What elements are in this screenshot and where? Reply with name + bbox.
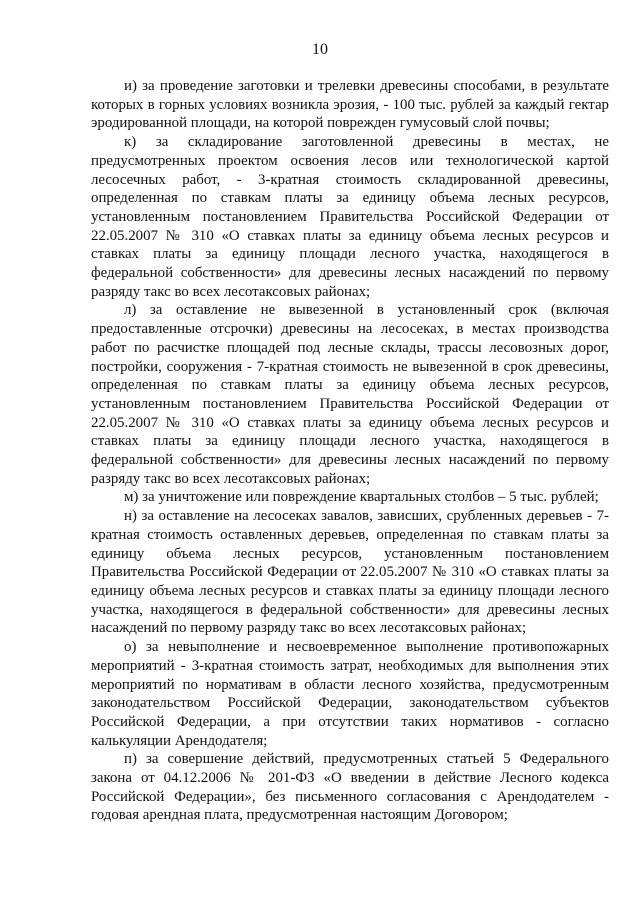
clause-o: о) за невыполнение и несвоевременное выполнение противопожарных мероприятий - 3-кратная стоимость затрат, необходимых для выполнения этих мероприятий по нормативам в области лесного хозяйства, предусмотренным законодательством Российской Федерации, законодательством субъектов Российской Федерации, а при отсутствии таких нормативов - согласно калькуляции Арендодателя; — [91, 639, 609, 749]
clause-i: и) за проведение заготовки и трелевки древесины способами, в результате которых в горных условиях возникла эрозия, - 100 тыс. рублей за каждый гектар эродированной площади, на которой поврежден гумусовый слой почвы; — [91, 78, 609, 132]
clause-m: м) за уничтожение или повреждение квартальных столбов – 5 тыс. рублей; — [124, 489, 599, 506]
clause-k: к) за складирование заготовленной древесины в местах, не предусмотренных проектом освоения лесов или технологической картой лесосечных работ, - 3-кратная стоимость складированной древесины, определенная по ставкам платы за единицу объема лесных ресурсов, установленным постановлением Правительства Российской Федерации от 22.05.2007 № 310 «О ставках платы за единицу объема лесных ресурсов и ставках платы за единицу площади лесного участка, находящегося в федеральной собственности» для древесины лесных насаждений по первому разряду такс во всех лесотаксовых районах; — [91, 134, 609, 300]
page-number: 10 — [312, 41, 328, 58]
clause-l: л) за оставление не вывезенной в установленный срок (включая предоставленные отсрочки) древесины на лесосеках, в местах производства работ по расчистке площадей под лесные склады, трассы лесовозных дорог, постройки, сооружения - 7-кратная стоимость не вывезенной в срок древесины, определенная по ставкам платы за единицу объема лесных ресурсов, установленным постановлением Правительства Российской Федерации от 22.05.2007 № 310 «О ставках платы за единицу объема лесных ресурсов и ставках платы за единицу площади лесного участка, находящегося в федеральной собственности» для древесины лесных насаждений по первому разряду такс во всех лесотаксовых районах; — [91, 302, 609, 487]
clause-n: н) за оставление на лесосеках завалов, зависших, срубленных деревьев - 7-кратная стоимость оставленных деревьев, определенная по ставкам платы за единицу объема лесных ресурсов, установленным постановлением Правительства Российской Федерации от 22.05.2007 № 310 «О ставках платы за единицу объема лесных ресурсов и ставках платы за единицу площади лесного участка, находящегося в федеральной собственности» для древесины лесных насаждений по первому разряду такс во всех лесотаксовых районах; — [91, 508, 609, 637]
clause-p: п) за совершение действий, предусмотренных статьей 5 Федерального закона от 04.12.2006 № 201-ФЗ «О введении в действие Лесного кодекса Российской Федерации», без письменного согласования с Арендодателем - годовая арендная плата, предусмотренная настоящим Договором; — [91, 751, 609, 824]
document-body — [91, 77, 609, 825]
